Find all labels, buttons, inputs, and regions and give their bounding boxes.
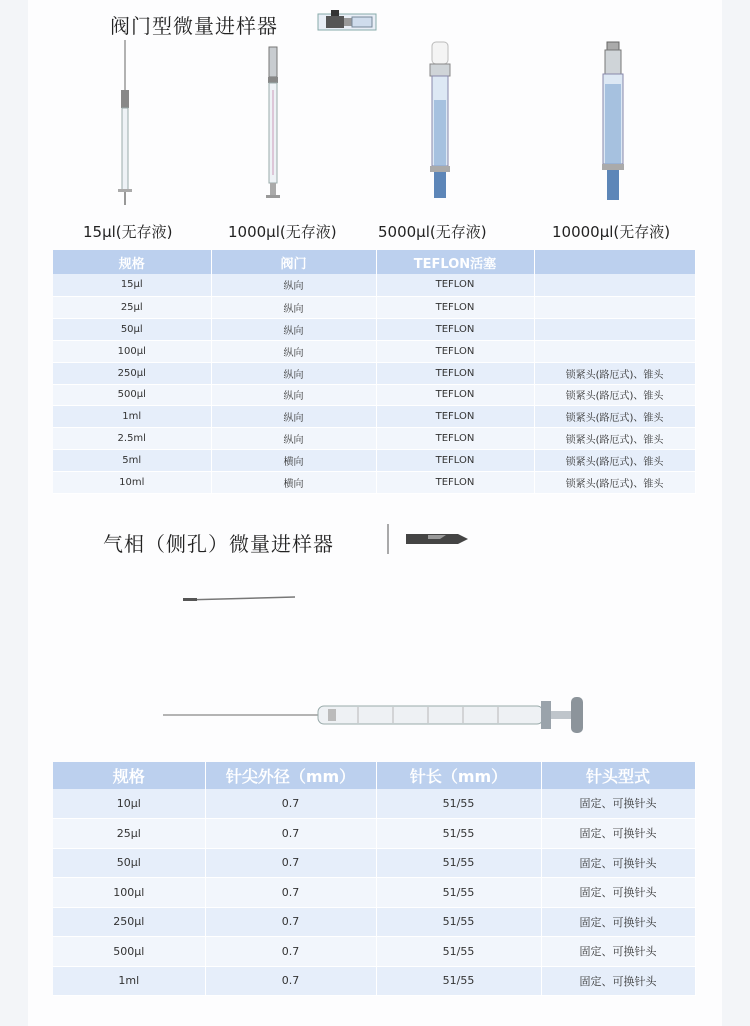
table-row bbox=[53, 848, 695, 877]
cell-valve: 纵向 bbox=[211, 384, 376, 405]
cell-tip: 锁紧头(路厄式)、锥头 bbox=[534, 362, 695, 384]
table-row bbox=[53, 449, 695, 471]
cell-outer-diameter: 0.7 bbox=[205, 966, 376, 995]
gc-spec-table bbox=[53, 762, 696, 996]
table-row bbox=[53, 907, 695, 936]
cell-piston: TEFLON bbox=[376, 318, 534, 340]
table-row bbox=[53, 877, 695, 907]
syringe-1000ul-image bbox=[258, 45, 288, 205]
cell-outer-diameter: 0.7 bbox=[205, 789, 376, 818]
cell-valve: 横向 bbox=[211, 471, 376, 493]
cell-needle-length: 51/55 bbox=[376, 966, 541, 995]
cell-spec: 25µl bbox=[53, 818, 205, 848]
cell-spec: 1ml bbox=[53, 966, 205, 995]
syringe-15ul-image bbox=[110, 40, 140, 210]
cell-needle-type: 固定、可换针头 bbox=[541, 818, 695, 848]
cell-outer-diameter: 0.7 bbox=[205, 936, 376, 966]
section2-title: 气相（侧孔）微量进样器 bbox=[103, 532, 334, 556]
cell-spec: 50µl bbox=[53, 318, 211, 340]
cell-needle-length: 51/55 bbox=[376, 877, 541, 907]
table-row bbox=[53, 384, 695, 405]
cell-spec: 10µl bbox=[53, 789, 205, 818]
cell-piston: TEFLON bbox=[376, 471, 534, 493]
cell-needle-length: 51/55 bbox=[376, 907, 541, 936]
cell-spec: 500µl bbox=[53, 384, 211, 405]
cell-spec: 2.5ml bbox=[53, 427, 211, 449]
cell-piston: TEFLON bbox=[376, 427, 534, 449]
cell-piston: TEFLON bbox=[376, 405, 534, 427]
cell-valve: 纵向 bbox=[211, 362, 376, 384]
cell-spec: 10ml bbox=[53, 471, 211, 493]
cell-valve: 纵向 bbox=[211, 427, 376, 449]
cell-valve: 横向 bbox=[211, 449, 376, 471]
cell-tip: 锁紧头(路厄式)、锥头 bbox=[534, 427, 695, 449]
header-tip bbox=[534, 250, 695, 274]
section1-title: 阀门型微量进样器 bbox=[110, 14, 278, 38]
header-spec: 规格 bbox=[53, 250, 211, 274]
table-row bbox=[53, 471, 695, 493]
table-row bbox=[53, 340, 695, 362]
cell-spec: 50µl bbox=[53, 848, 205, 877]
cell-spec: 1ml bbox=[53, 405, 211, 427]
cell-spec: 250µl bbox=[53, 907, 205, 936]
cell-tip bbox=[534, 340, 695, 362]
cell-piston: TEFLON bbox=[376, 449, 534, 471]
cell-needle-length: 51/55 bbox=[376, 936, 541, 966]
table-row bbox=[53, 296, 695, 318]
gc-syringe-image bbox=[163, 695, 588, 735]
header-needle-length: 针长（mm） bbox=[376, 762, 541, 789]
cell-valve: 纵向 bbox=[211, 274, 376, 296]
cell-tip bbox=[534, 274, 695, 296]
cell-spec: 250µl bbox=[53, 362, 211, 384]
cell-piston: TEFLON bbox=[376, 362, 534, 384]
cell-needle-length: 51/55 bbox=[376, 789, 541, 818]
table-header-row bbox=[53, 762, 695, 789]
cell-tip bbox=[534, 318, 695, 340]
table-row bbox=[53, 427, 695, 449]
product-page bbox=[28, 0, 722, 1026]
cell-needle-length: 51/55 bbox=[376, 818, 541, 848]
table-row bbox=[53, 818, 695, 848]
caption-15ul: 15µl(无存液) bbox=[83, 223, 173, 241]
table-row bbox=[53, 966, 695, 995]
table-row bbox=[53, 274, 695, 296]
needle-tip-image bbox=[183, 594, 298, 604]
cell-piston: TEFLON bbox=[376, 296, 534, 318]
table-row bbox=[53, 789, 695, 818]
cell-valve: 纵向 bbox=[211, 318, 376, 340]
cell-outer-diameter: 0.7 bbox=[205, 877, 376, 907]
cell-tip bbox=[534, 296, 695, 318]
header-piston: TEFLON活塞 bbox=[376, 250, 534, 274]
table-row bbox=[53, 936, 695, 966]
cell-outer-diameter: 0.7 bbox=[205, 907, 376, 936]
cell-spec: 100µl bbox=[53, 340, 211, 362]
syringe-10000ul-image bbox=[593, 40, 633, 210]
header-valve: 阀门 bbox=[211, 250, 376, 274]
cell-piston: TEFLON bbox=[376, 274, 534, 296]
cell-needle-type: 固定、可换针头 bbox=[541, 877, 695, 907]
cell-valve: 纵向 bbox=[211, 296, 376, 318]
cell-spec: 100µl bbox=[53, 877, 205, 907]
cell-valve: 纵向 bbox=[211, 340, 376, 362]
cell-outer-diameter: 0.7 bbox=[205, 848, 376, 877]
cell-needle-type: 固定、可换针头 bbox=[541, 789, 695, 818]
cell-tip: 锁紧头(路厄式)、锥头 bbox=[534, 471, 695, 493]
table-row bbox=[53, 318, 695, 340]
table-row bbox=[53, 405, 695, 427]
cell-tip: 锁紧头(路厄式)、锥头 bbox=[534, 405, 695, 427]
table-header-row bbox=[53, 250, 695, 274]
cell-piston: TEFLON bbox=[376, 384, 534, 405]
cell-needle-type: 固定、可换针头 bbox=[541, 907, 695, 936]
cell-spec: 5ml bbox=[53, 449, 211, 471]
syringe-5000ul-image bbox=[420, 40, 460, 210]
valve-icon bbox=[318, 8, 378, 36]
header-outer-diameter: 针尖外径（mm） bbox=[205, 762, 376, 789]
cell-needle-type: 固定、可换针头 bbox=[541, 936, 695, 966]
caption-5000ul: 5000µl(无存液) bbox=[378, 223, 487, 241]
cell-valve: 纵向 bbox=[211, 405, 376, 427]
cell-outer-diameter: 0.7 bbox=[205, 818, 376, 848]
cell-piston: TEFLON bbox=[376, 340, 534, 362]
cell-tip: 锁紧头(路厄式)、锥头 bbox=[534, 449, 695, 471]
header-needle-type: 针头型式 bbox=[541, 762, 695, 789]
cell-needle-length: 51/55 bbox=[376, 848, 541, 877]
cell-spec: 15µl bbox=[53, 274, 211, 296]
cell-spec: 25µl bbox=[53, 296, 211, 318]
caption-1000ul: 1000µl(无存液) bbox=[228, 223, 337, 241]
side-hole-needle-icon bbox=[388, 524, 470, 554]
header-spec: 规格 bbox=[53, 762, 205, 789]
caption-10000ul: 10000µl(无存液) bbox=[552, 223, 671, 241]
cell-needle-type: 固定、可换针头 bbox=[541, 848, 695, 877]
valve-spec-table bbox=[53, 250, 696, 494]
table-row bbox=[53, 362, 695, 384]
cell-tip: 锁紧头(路厄式)、锥头 bbox=[534, 384, 695, 405]
cell-spec: 500µl bbox=[53, 936, 205, 966]
cell-needle-type: 固定、可换针头 bbox=[541, 966, 695, 995]
